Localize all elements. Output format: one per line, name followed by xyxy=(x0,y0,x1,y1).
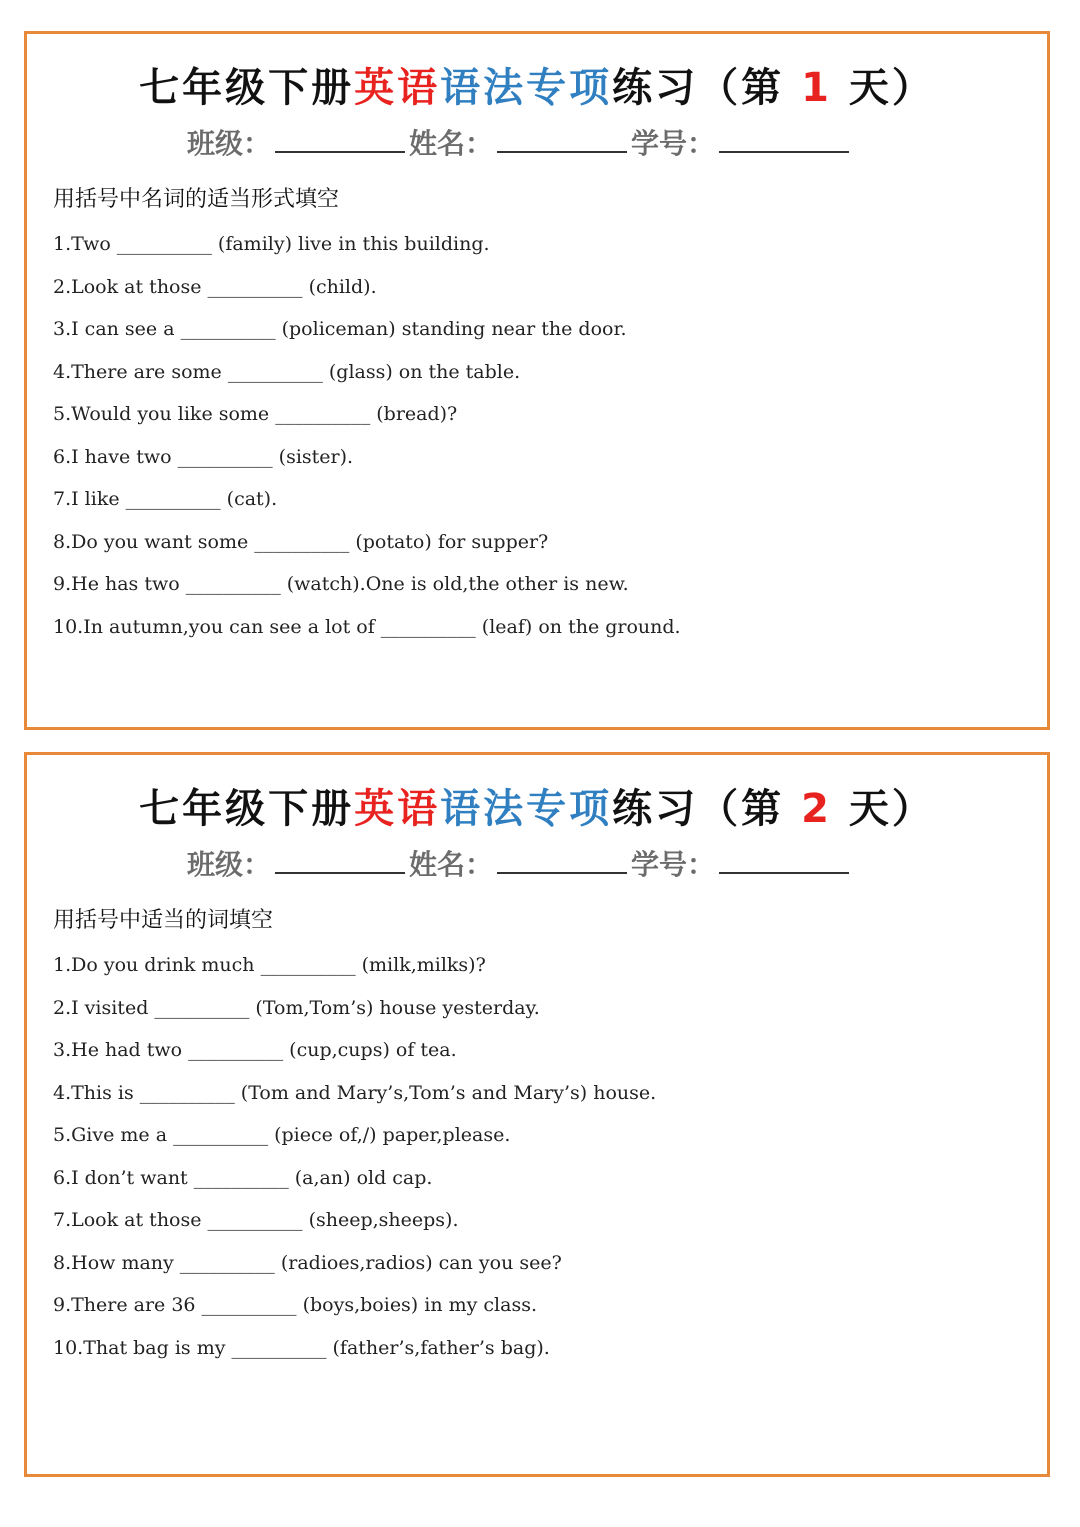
student-id-label: 学号： xyxy=(631,848,716,881)
title-part-english: 英语 xyxy=(354,65,441,111)
name-label: 姓名： xyxy=(409,848,494,881)
worksheet-day-2 xyxy=(24,752,1050,1477)
title-part-day: 天） xyxy=(831,65,935,111)
student-id-label: 学号： xyxy=(631,127,716,160)
section-title: 用括号中名词的适当形式填空 xyxy=(53,187,340,212)
exercise-list xyxy=(53,953,656,1378)
name-label: 姓名： xyxy=(409,127,494,160)
exercise-item: 4.This is __________ (Tom and Mary’s,Tom’s and Mary’s) house. xyxy=(53,1081,657,1104)
exercise-item: 10.That bag is my __________ (father’s,father’s bag). xyxy=(53,1336,550,1359)
student-info-row xyxy=(187,122,853,162)
name-blank[interactable] xyxy=(497,127,627,153)
class-label: 班级： xyxy=(187,127,272,160)
exercise-item: 5.Would you like some __________ (bread)? xyxy=(53,403,458,425)
exercise-item: 9.There are 36 __________ (boys,boies) in my class. xyxy=(53,1294,537,1316)
exercise-item: 1.Two __________ (family) live in this building. xyxy=(53,233,490,255)
exercise-item: 5.Give me a __________ (piece of,/) paper,please. xyxy=(53,1124,511,1146)
exercise-item: 1.Do you drink much __________ (milk,milks)? xyxy=(53,954,486,976)
exercise-item: 4.There are some __________ (glass) on the table. xyxy=(53,360,521,383)
class-blank[interactable] xyxy=(275,127,405,153)
title-part-day-number: 2 xyxy=(801,786,832,832)
name-blank[interactable] xyxy=(497,848,627,874)
student-info-row xyxy=(187,843,853,883)
section-title: 用括号中适当的词填空 xyxy=(53,908,274,933)
student-id-blank[interactable] xyxy=(719,848,849,874)
exercise-list xyxy=(53,232,681,657)
worksheet-day-1 xyxy=(24,31,1050,730)
title-part-english: 英语 xyxy=(354,786,441,832)
title-part-practice: 练习（第 xyxy=(612,65,802,111)
exercise-item: 3.I can see a __________ (policeman) standing near the door. xyxy=(53,318,627,340)
exercise-item: 6.I have two __________ (sister). xyxy=(53,445,354,468)
exercise-item: 9.He has two __________ (watch).One is old,the other is new. xyxy=(53,573,629,595)
exercise-item: 2.Look at those __________ (child). xyxy=(53,275,377,298)
exercise-item: 2.I visited __________ (Tom,Tom’s) house yesterday. xyxy=(53,996,540,1019)
exercise-item: 6.I don’t want __________ (a,an) old cap. xyxy=(53,1166,433,1189)
exercise-item: 7.Look at those __________ (sheep,sheeps). xyxy=(53,1209,459,1231)
title-part-grade: 七年级下册 xyxy=(139,65,355,111)
title-part-grammar: 语法专项 xyxy=(440,65,613,111)
exercise-item: 8.Do you want some __________ (potato) for supper? xyxy=(53,530,549,553)
title-part-day-number: 1 xyxy=(801,65,832,111)
worksheet-title xyxy=(27,777,1047,834)
title-part-practice: 练习（第 xyxy=(612,786,802,832)
exercise-item: 7.I like __________ (cat). xyxy=(53,488,278,510)
class-blank[interactable] xyxy=(275,848,405,874)
class-label: 班级： xyxy=(187,848,272,881)
title-part-day: 天） xyxy=(831,786,935,832)
student-id-blank[interactable] xyxy=(719,127,849,153)
title-part-grade: 七年级下册 xyxy=(139,786,355,832)
exercise-item: 10.In autumn,you can see a lot of __________ (leaf) on the ground. xyxy=(53,615,681,638)
title-part-grammar: 语法专项 xyxy=(440,786,613,832)
worksheet-title xyxy=(27,56,1047,113)
exercise-item: 3.He had two __________ (cup,cups) of tea. xyxy=(53,1039,457,1061)
exercise-item: 8.How many __________ (radioes,radios) can you see? xyxy=(53,1251,562,1274)
